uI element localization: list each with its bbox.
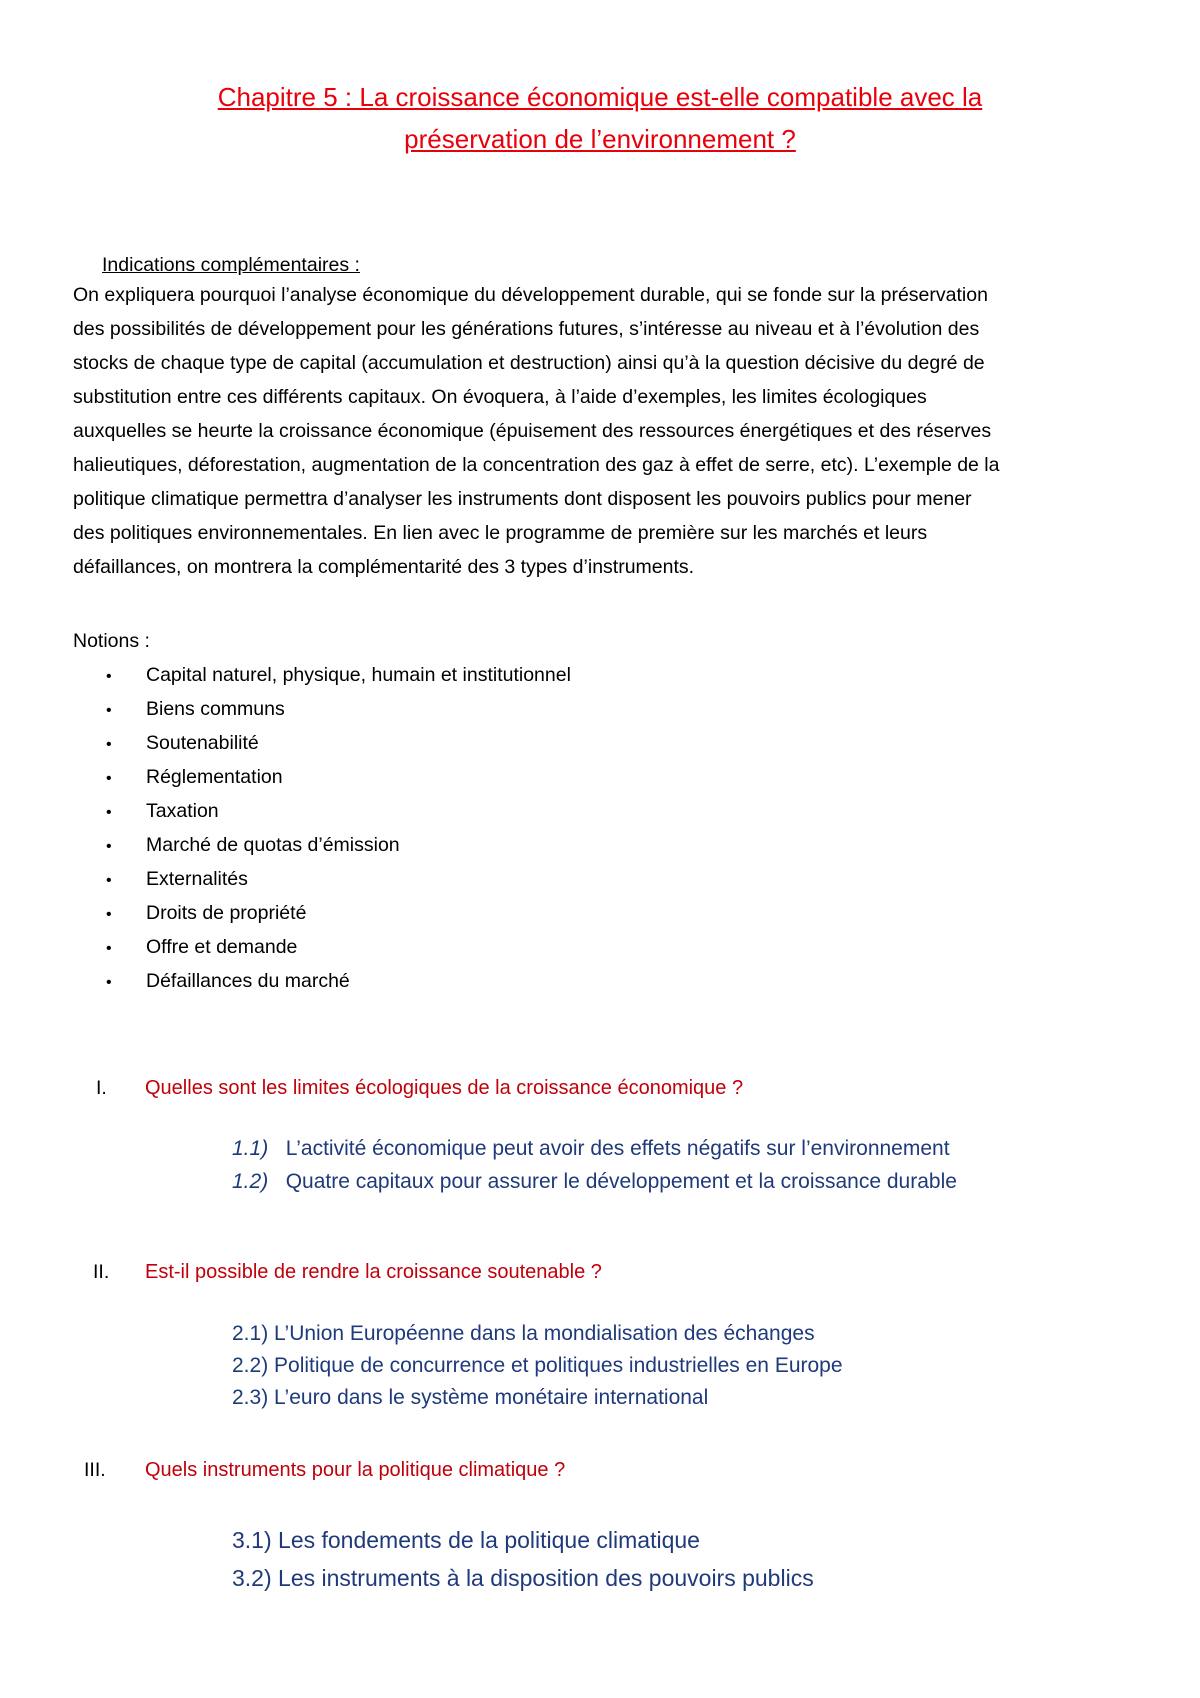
- subsection-number: 1.1): [232, 1137, 269, 1160]
- subsection-text: Quatre capitaux pour assurer le développement et la croissance durable: [285, 1170, 957, 1193]
- subsection: 2.1) L’Union Européenne dans la mondialisation des échanges: [232, 1322, 815, 1345]
- notion-label: Réglementation: [146, 766, 283, 788]
- section-title: Est-il possible de rendre la croissance soutenable ?: [145, 1261, 602, 1283]
- bullet-icon: •: [106, 838, 112, 855]
- bullet-icon: •: [106, 940, 112, 957]
- notion-item: [106, 866, 248, 894]
- indications-line: substitution entre ces différents capitaux. On évoquera, à l’aide d’exemples, les limites écologiques: [73, 386, 927, 408]
- notion-item: [106, 730, 259, 758]
- notion-item: [106, 696, 285, 724]
- subsection-number: 1.2): [232, 1170, 269, 1193]
- notion-label: Externalités: [146, 868, 248, 890]
- notion-item: [106, 764, 283, 792]
- section-title: Quelles sont les limites écologiques de la croissance économique ?: [145, 1077, 744, 1099]
- subsection: [232, 1135, 950, 1163]
- indications-line: On expliquera pourquoi l’analyse économique du développement durable, qui se fonde sur la préservation: [73, 284, 988, 306]
- notion-label: Taxation: [146, 800, 219, 822]
- indications-line: auxquelles se heurte la croissance économique (épuisement des ressources énergétiques et des réserves: [73, 420, 992, 442]
- indications-line: des possibilités de développement pour les générations futures, s’intéresse au niveau et à l’évolution des: [73, 318, 980, 340]
- bullet-icon: •: [106, 770, 112, 787]
- notions-heading: Notions :: [73, 630, 150, 652]
- subsection: 2.3) L’euro dans le système monétaire international: [232, 1386, 709, 1409]
- bullet-icon: •: [106, 906, 112, 923]
- indications-line: défaillances, on montrera la complémentarité des 3 types d’instruments.: [73, 556, 695, 578]
- section-number: III.: [84, 1459, 106, 1481]
- notion-label: Biens communs: [146, 698, 285, 720]
- chapter-title-line-2: préservation de l’environnement ?: [404, 124, 796, 154]
- indications-line: stocks de chaque type de capital (accumulation et destruction) ainsi qu’à la question décisive du degré de: [73, 352, 985, 374]
- bullet-icon: •: [106, 804, 112, 821]
- notion-item: [106, 798, 219, 826]
- chapter-title-line-1: Chapitre 5 : La croissance économique est-elle compatible avec la: [217, 82, 983, 112]
- notion-item: [106, 832, 400, 860]
- section-number: II.: [93, 1261, 110, 1283]
- bullet-icon: •: [106, 974, 112, 991]
- indications-line: halieutiques, déforestation, augmentation de la concentration des gaz à effet de serre, etc). L’exemple de la: [73, 454, 1000, 476]
- notion-label: Défaillances du marché: [146, 970, 350, 992]
- subsection: [232, 1168, 957, 1196]
- indications-heading: Indications complémentaires :: [102, 254, 360, 276]
- subsection-text: L’activité économique peut avoir des effets négatifs sur l’environnement: [285, 1137, 950, 1160]
- notion-label: Capital naturel, physique, humain et institutionnel: [146, 664, 571, 686]
- indications-line: politique climatique permettra d’analyser les instruments dont disposent les pouvoirs publics pour mener: [73, 488, 972, 510]
- bullet-icon: •: [106, 702, 112, 719]
- notion-label: Offre et demande: [146, 936, 298, 958]
- notion-item: [106, 662, 571, 690]
- bullet-icon: •: [106, 872, 112, 889]
- notion-item: [106, 968, 350, 996]
- notion-label: Soutenabilité: [146, 732, 259, 754]
- section-number: I.: [96, 1077, 107, 1099]
- notion-label: Droits de propriété: [146, 902, 307, 924]
- bullet-icon: •: [106, 736, 112, 753]
- subsection: 2.2) Politique de concurrence et politiques industrielles en Europe: [232, 1354, 843, 1377]
- section-title: Quels instruments pour la politique climatique ?: [145, 1459, 566, 1481]
- notion-label: Marché de quotas d’émission: [146, 834, 400, 856]
- subsection: 3.2) Les instruments à la disposition des pouvoirs publics: [232, 1565, 814, 1591]
- notion-item: [106, 900, 306, 928]
- subsection: 3.1) Les fondements de la politique climatique: [232, 1527, 700, 1553]
- notion-item: [106, 934, 297, 962]
- indications-line: des politiques environnementales. En lien avec le programme de première sur les marchés et leurs: [73, 522, 928, 544]
- bullet-icon: •: [106, 668, 112, 685]
